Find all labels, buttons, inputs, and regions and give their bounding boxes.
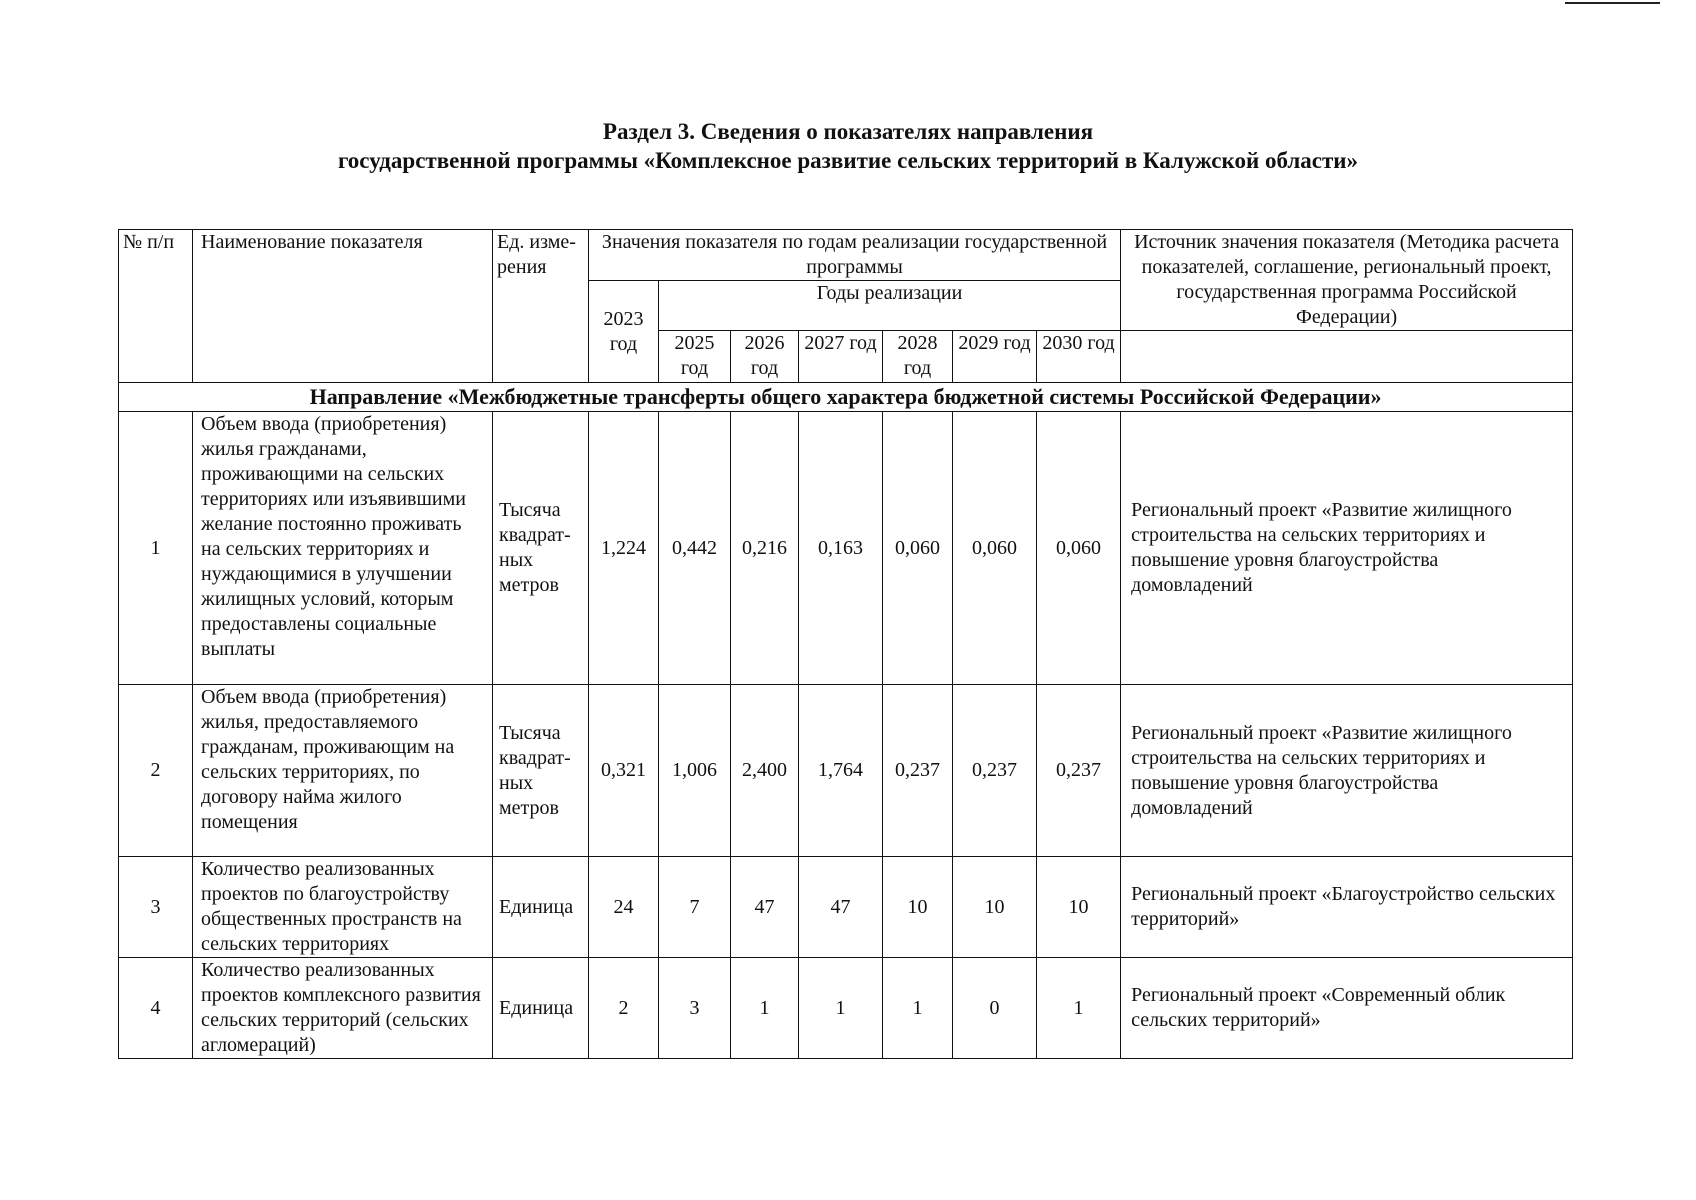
indicator-source: Региональный проект «Развитие жилищного строительства на сельских территориях и повышение уровня благоустройства домовладений (1121, 685, 1573, 857)
header-source: Источник значения показателя (Методика расчета показателей, соглашение, региональный проект, государственная программа Российской Федерации) (1121, 230, 1573, 331)
header-year: 2027 год (799, 331, 883, 383)
value-2027: 0,163 (799, 412, 883, 685)
value-2029: 0,060 (953, 412, 1037, 685)
header-unit: Ед. изме- рения (493, 230, 589, 383)
row-num: 2 (119, 685, 193, 857)
header-num: № п/п (119, 230, 193, 383)
indicator-name: Объем ввода (приобретения) жилья гражданами, проживающими на сельских территориях или изъявившими желание постоянно проживать на сельских территориях и нуждающимися в улучшении жилищных условий, которым предоставлены социальные выплаты (193, 412, 493, 685)
header-year: 2026 год (731, 331, 799, 383)
table-row (119, 685, 1573, 857)
page-edge-mark (1565, 2, 1660, 4)
header-year: 2028 год (883, 331, 953, 383)
value-2030: 0,237 (1037, 685, 1121, 857)
value-2029: 10 (953, 857, 1037, 958)
header-values-group: Значения показателя по годам реализации государственной программы (589, 230, 1121, 281)
value-2026: 1 (731, 958, 799, 1059)
value-2026: 47 (731, 857, 799, 958)
value-2025: 1,006 (659, 685, 731, 857)
header-source-blank (1121, 331, 1573, 383)
value-2028: 0,237 (883, 685, 953, 857)
row-num: 3 (119, 857, 193, 958)
title-line-2: государственной программы «Комплексное развитие сельских территорий в Калужской области» (337, 148, 1359, 173)
indicator-source: Региональный проект «Развитие жилищного строительства на сельских территориях и повышение уровня благоустройства домовладений (1121, 412, 1573, 685)
table-row (119, 412, 1573, 685)
header-base-year: 2023 год (589, 281, 659, 383)
row-num: 4 (119, 958, 193, 1059)
direction-row (119, 383, 1573, 412)
indicator-unit: Единица (493, 857, 589, 958)
value-2028: 10 (883, 857, 953, 958)
value-2026: 2,400 (731, 685, 799, 857)
indicator-unit: Единица (493, 958, 589, 1059)
value-2023: 0,321 (589, 685, 659, 857)
value-2028: 0,060 (883, 412, 953, 685)
indicator-name: Объем ввода (приобретения) жилья, предоставляемого гражданам, проживающим на сельских территориях, по договору найма жилого помещения (193, 685, 493, 857)
header-row-1 (119, 230, 1573, 281)
value-2023: 24 (589, 857, 659, 958)
value-2025: 3 (659, 958, 731, 1059)
value-2027: 1 (799, 958, 883, 1059)
value-2030: 0,060 (1037, 412, 1121, 685)
indicator-unit: Тысяча квадрат- ных метров (493, 685, 589, 857)
value-2023: 1,224 (589, 412, 659, 685)
value-2025: 0,442 (659, 412, 731, 685)
row-num: 1 (119, 412, 193, 685)
value-2028: 1 (883, 958, 953, 1059)
indicator-name: Количество реализованных проектов комплексного развития сельских территорий (сельских агломераций) (193, 958, 493, 1059)
direction-title: Направление «Межбюджетные трансферты общего характера бюджетной системы Российской Федерации» (119, 383, 1573, 412)
table-row (119, 857, 1573, 958)
value-2027: 1,764 (799, 685, 883, 857)
table-row (119, 958, 1573, 1059)
header-years-group: Годы реализации (659, 281, 1121, 331)
value-2029: 0 (953, 958, 1037, 1059)
indicator-unit: Тысяча квадрат- ных метров (493, 412, 589, 685)
value-2030: 1 (1037, 958, 1121, 1059)
indicator-source: Региональный проект «Современный облик сельских территорий» (1121, 958, 1573, 1059)
section-title (0, 117, 1696, 175)
value-2025: 7 (659, 857, 731, 958)
header-year: 2029 год (953, 331, 1037, 383)
value-2030: 10 (1037, 857, 1121, 958)
value-2023: 2 (589, 958, 659, 1059)
header-year: 2025 год (659, 331, 731, 383)
indicator-name: Количество реализованных проектов по благоустройству общественных пространств на сельских территориях (193, 857, 493, 958)
header-year: 2030 год (1037, 331, 1121, 383)
value-2026: 0,216 (731, 412, 799, 685)
header-name: Наименование показателя (193, 230, 493, 383)
indicators-table (118, 229, 1573, 1059)
value-2029: 0,237 (953, 685, 1037, 857)
title-line-1: Раздел 3. Сведения о показателях направления (602, 119, 1094, 144)
value-2027: 47 (799, 857, 883, 958)
indicator-source: Региональный проект «Благоустройство сельских территорий» (1121, 857, 1573, 958)
